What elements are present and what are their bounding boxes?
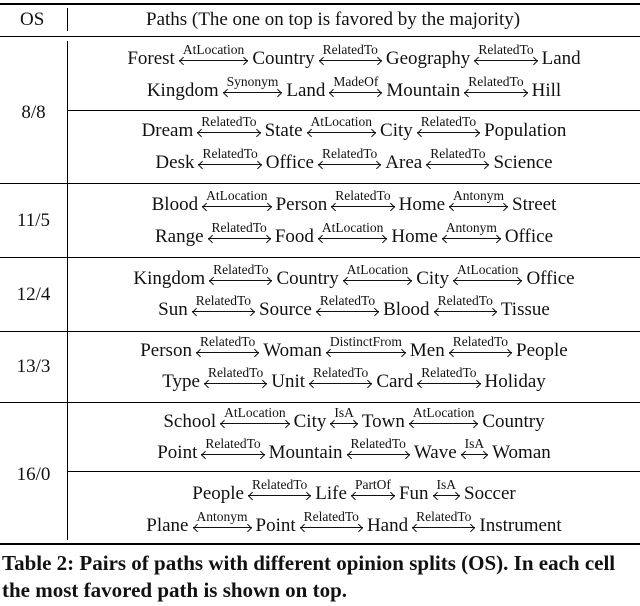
relation-edge (448, 189, 509, 214)
concept-node: Kingdom (146, 79, 219, 101)
relation-label: AtLocation (321, 220, 384, 235)
relation-edge (441, 221, 502, 246)
relation-edge (197, 147, 262, 172)
relation-label: RelatedTo (321, 146, 378, 161)
concept-node: Wave (413, 441, 457, 463)
concept-node: Blood (151, 193, 199, 215)
double-arrow-icon (299, 525, 364, 531)
relation-edge (329, 406, 359, 431)
relation-edge (317, 221, 388, 246)
double-arrow-icon (192, 525, 253, 531)
double-arrow-icon (408, 421, 479, 427)
double-arrow-icon (178, 58, 249, 64)
path-row (68, 510, 640, 535)
double-arrow-icon (196, 130, 261, 136)
path-row (68, 43, 640, 68)
relation-label: RelatedTo (478, 42, 534, 57)
relation-edge (247, 478, 312, 503)
relation-edge (425, 147, 490, 172)
relation-label: RelatedTo (251, 477, 308, 492)
rule-8-8-mid (68, 110, 640, 111)
concept-node: City (293, 410, 327, 432)
relation-label: RelatedTo (416, 509, 472, 524)
relation-edge (299, 510, 364, 535)
concept-node: Person (275, 193, 328, 215)
relation-label: AtLocation (456, 262, 519, 277)
relation-edge (222, 75, 284, 100)
relation-label: RelatedTo (205, 436, 261, 451)
relation-label: RelatedTo (335, 188, 391, 203)
relation-label: RelatedTo (452, 334, 509, 349)
relation-edge (452, 263, 523, 288)
relation-label: AtLocation (310, 114, 373, 129)
double-arrow-icon (350, 493, 396, 499)
concept-node: Country (252, 47, 315, 69)
double-arrow-icon (315, 309, 380, 315)
double-arrow-icon (416, 381, 481, 387)
concept-node: Office (265, 151, 314, 173)
double-arrow-icon (317, 236, 388, 242)
path-row (68, 437, 640, 462)
double-arrow-icon (208, 278, 273, 284)
concept-node: Home (391, 225, 438, 247)
relation-label: RelatedTo (202, 146, 258, 161)
header-paths: Paths (The one on top is favored by the majority) (146, 9, 521, 30)
concept-node: Home (398, 193, 446, 215)
double-arrow-icon (432, 493, 462, 499)
relation-label: RelatedTo (213, 262, 269, 277)
concept-node: Woman (492, 441, 551, 463)
concept-node: Type (162, 370, 200, 392)
double-arrow-icon (247, 493, 312, 499)
relation-label: AtLocation (206, 188, 268, 203)
double-arrow-icon (416, 130, 481, 136)
concept-node: School (163, 410, 217, 432)
relation-edge (416, 366, 481, 391)
header-rule (0, 36, 640, 37)
concept-node: Country (276, 267, 339, 289)
double-arrow-icon (191, 309, 256, 315)
double-arrow-icon (433, 309, 498, 315)
relation-edge (325, 335, 407, 360)
concept-node: Woman (263, 339, 322, 361)
double-arrow-icon (197, 162, 262, 168)
double-arrow-icon (318, 58, 383, 64)
double-arrow-icon (448, 204, 509, 210)
relation-edge (342, 263, 413, 288)
concept-node: Unit (271, 370, 306, 392)
rule-after-13-3 (0, 402, 640, 403)
concept-node: Mountain (268, 441, 343, 463)
double-arrow-icon (308, 381, 373, 387)
relation-label: IsA (436, 477, 457, 492)
relation-label: RelatedTo (195, 293, 252, 308)
relation-edge (178, 43, 249, 68)
relation-edge (200, 437, 265, 462)
concept-node: Point (157, 441, 198, 463)
concept-node: People (516, 339, 568, 361)
double-arrow-icon (317, 162, 382, 168)
relation-label: RelatedTo (303, 509, 359, 524)
path-row (68, 115, 640, 140)
concept-node: Hand (366, 514, 409, 536)
double-arrow-icon (203, 381, 268, 387)
double-arrow-icon (411, 525, 476, 531)
double-arrow-icon (346, 452, 411, 458)
relation-edge (315, 294, 380, 319)
table-caption: Table 2: Pairs of paths with different opinion splits (OS). In each cell the most favored path is shown on top. (2, 551, 616, 602)
concept-node: Life (315, 482, 347, 504)
relation-edge (196, 115, 261, 140)
concept-node: Office (526, 267, 575, 289)
relation-edge (195, 335, 260, 360)
relation-label: IsA (334, 405, 354, 420)
relation-edge (473, 43, 538, 68)
double-arrow-icon (219, 421, 290, 427)
double-arrow-icon (195, 350, 260, 356)
double-arrow-icon (342, 278, 413, 284)
relation-edge (350, 478, 396, 503)
os-label: 12/4 (16, 284, 51, 305)
relation-edge (411, 510, 476, 535)
concept-node: Source (259, 298, 312, 320)
relation-label: RelatedTo (322, 42, 378, 57)
relation-edge (306, 115, 377, 140)
concept-node: Card (376, 370, 414, 392)
double-arrow-icon (306, 130, 377, 136)
double-arrow-icon (460, 452, 490, 458)
double-arrow-icon (452, 278, 523, 284)
relation-edge (318, 43, 383, 68)
relation-label: RelatedTo (430, 146, 486, 161)
relation-edge (192, 510, 253, 535)
concept-node: Food (274, 225, 314, 247)
relation-label: DistinctFrom (329, 334, 402, 349)
concept-node: Street (512, 193, 557, 215)
relation-edge (317, 147, 382, 172)
relation-label: RelatedTo (350, 436, 406, 451)
concept-node: Science (493, 151, 553, 173)
double-arrow-icon (330, 204, 395, 210)
path-row (68, 406, 640, 431)
concept-node: Kingdom (133, 267, 206, 289)
relation-edge (448, 335, 513, 360)
relation-label: RelatedTo (468, 74, 524, 89)
relation-label: Synonym (226, 74, 279, 89)
path-row (68, 335, 640, 360)
relation-edge (408, 406, 479, 431)
concept-node: City (380, 119, 413, 141)
rule-after-12-4 (0, 331, 640, 332)
concept-node: Land (286, 79, 326, 101)
relation-edge (460, 437, 490, 462)
path-row (68, 263, 640, 288)
path-row (68, 147, 640, 172)
concept-node: Mountain (386, 79, 461, 101)
relation-label: PartOf (354, 477, 391, 492)
relation-label: RelatedTo (421, 365, 477, 380)
relation-edge (207, 221, 272, 246)
concept-node: Tissue (500, 298, 550, 320)
double-arrow-icon (207, 236, 272, 242)
relation-label: RelatedTo (207, 365, 264, 380)
os-label: 8/8 (21, 102, 46, 123)
relation-edge (201, 189, 272, 214)
relation-label: MadeOf (333, 74, 379, 89)
relation-label: RelatedTo (313, 365, 369, 380)
rule-after-8-8 (0, 183, 640, 184)
os-label: 16/0 (16, 464, 51, 485)
concept-node: Holiday (484, 370, 546, 392)
relation-edge (463, 75, 528, 100)
rule-after-11-5 (0, 257, 640, 258)
relation-label: RelatedTo (211, 220, 267, 235)
relation-edge (433, 294, 498, 319)
path-row (68, 478, 640, 503)
concept-node: Area (385, 151, 423, 173)
relation-edge (208, 263, 273, 288)
relation-edge (191, 294, 256, 319)
relation-label: RelatedTo (201, 114, 257, 129)
path-row (68, 366, 640, 391)
concept-node: Range (154, 225, 204, 247)
relation-label: RelatedTo (420, 114, 477, 129)
path-row (68, 75, 640, 100)
relation-edge (432, 478, 462, 503)
relation-label: Antonym (445, 220, 497, 235)
relation-edge (328, 75, 383, 100)
relation-label: RelatedTo (319, 293, 376, 308)
double-arrow-icon (441, 236, 502, 242)
os-column-divider (67, 8, 68, 31)
os-label: 11/5 (16, 210, 51, 231)
concept-node: Hill (531, 79, 562, 101)
concept-node: People (192, 482, 244, 504)
concept-node: Fun (398, 482, 429, 504)
concept-node: Forest (127, 47, 175, 69)
concept-node: Town (361, 410, 405, 432)
relation-edge (346, 437, 411, 462)
relation-label: AtLocation (224, 405, 286, 420)
relation-label: AtLocation (346, 262, 409, 277)
relation-label: Antonym (196, 509, 248, 524)
header-os: OS (20, 9, 45, 30)
concept-node: Land (541, 47, 581, 69)
double-arrow-icon (201, 204, 272, 210)
relation-edge (416, 115, 481, 140)
concept-node: Soccer (464, 482, 516, 504)
relation-edge (219, 406, 290, 431)
table-top-rule (0, 3, 640, 5)
os-label: 13/3 (16, 356, 51, 377)
double-arrow-icon (448, 350, 513, 356)
double-arrow-icon (329, 421, 359, 427)
relation-edge (308, 366, 373, 391)
path-row (68, 189, 640, 214)
relation-label: RelatedTo (199, 334, 256, 349)
double-arrow-icon (200, 452, 265, 458)
path-row (68, 221, 640, 246)
concept-node: Country (482, 410, 545, 432)
double-arrow-icon (463, 90, 528, 96)
double-arrow-icon (425, 162, 490, 168)
concept-node: State (264, 119, 303, 141)
path-row (68, 294, 640, 319)
double-arrow-icon (325, 350, 407, 356)
rule-16-0-mid (68, 471, 640, 472)
concept-node: City (416, 267, 449, 289)
concept-node: Office (504, 225, 554, 247)
concept-node: Person (140, 339, 192, 361)
concept-node: Instrument (479, 514, 562, 536)
double-arrow-icon (328, 90, 383, 96)
concept-node: Blood (383, 298, 430, 320)
concept-node: Dream (141, 119, 194, 141)
relation-edge (203, 366, 268, 391)
double-arrow-icon (222, 90, 284, 96)
table-bottom-rule (0, 543, 640, 545)
relation-label: AtLocation (182, 42, 245, 57)
relation-label: IsA (464, 436, 485, 451)
concept-node: Plane (146, 514, 189, 536)
concept-node: Geography (385, 47, 471, 69)
concept-node: Population (484, 119, 567, 141)
concept-node: Desk (155, 151, 195, 173)
concept-node: Point (255, 514, 296, 536)
concept-node: Sun (158, 298, 188, 320)
relation-label: AtLocation (412, 405, 475, 420)
relation-edge (330, 189, 395, 214)
concept-node: Men (409, 339, 445, 361)
relation-label: RelatedTo (437, 293, 493, 308)
relation-label: Antonym (453, 188, 505, 203)
double-arrow-icon (473, 58, 538, 64)
